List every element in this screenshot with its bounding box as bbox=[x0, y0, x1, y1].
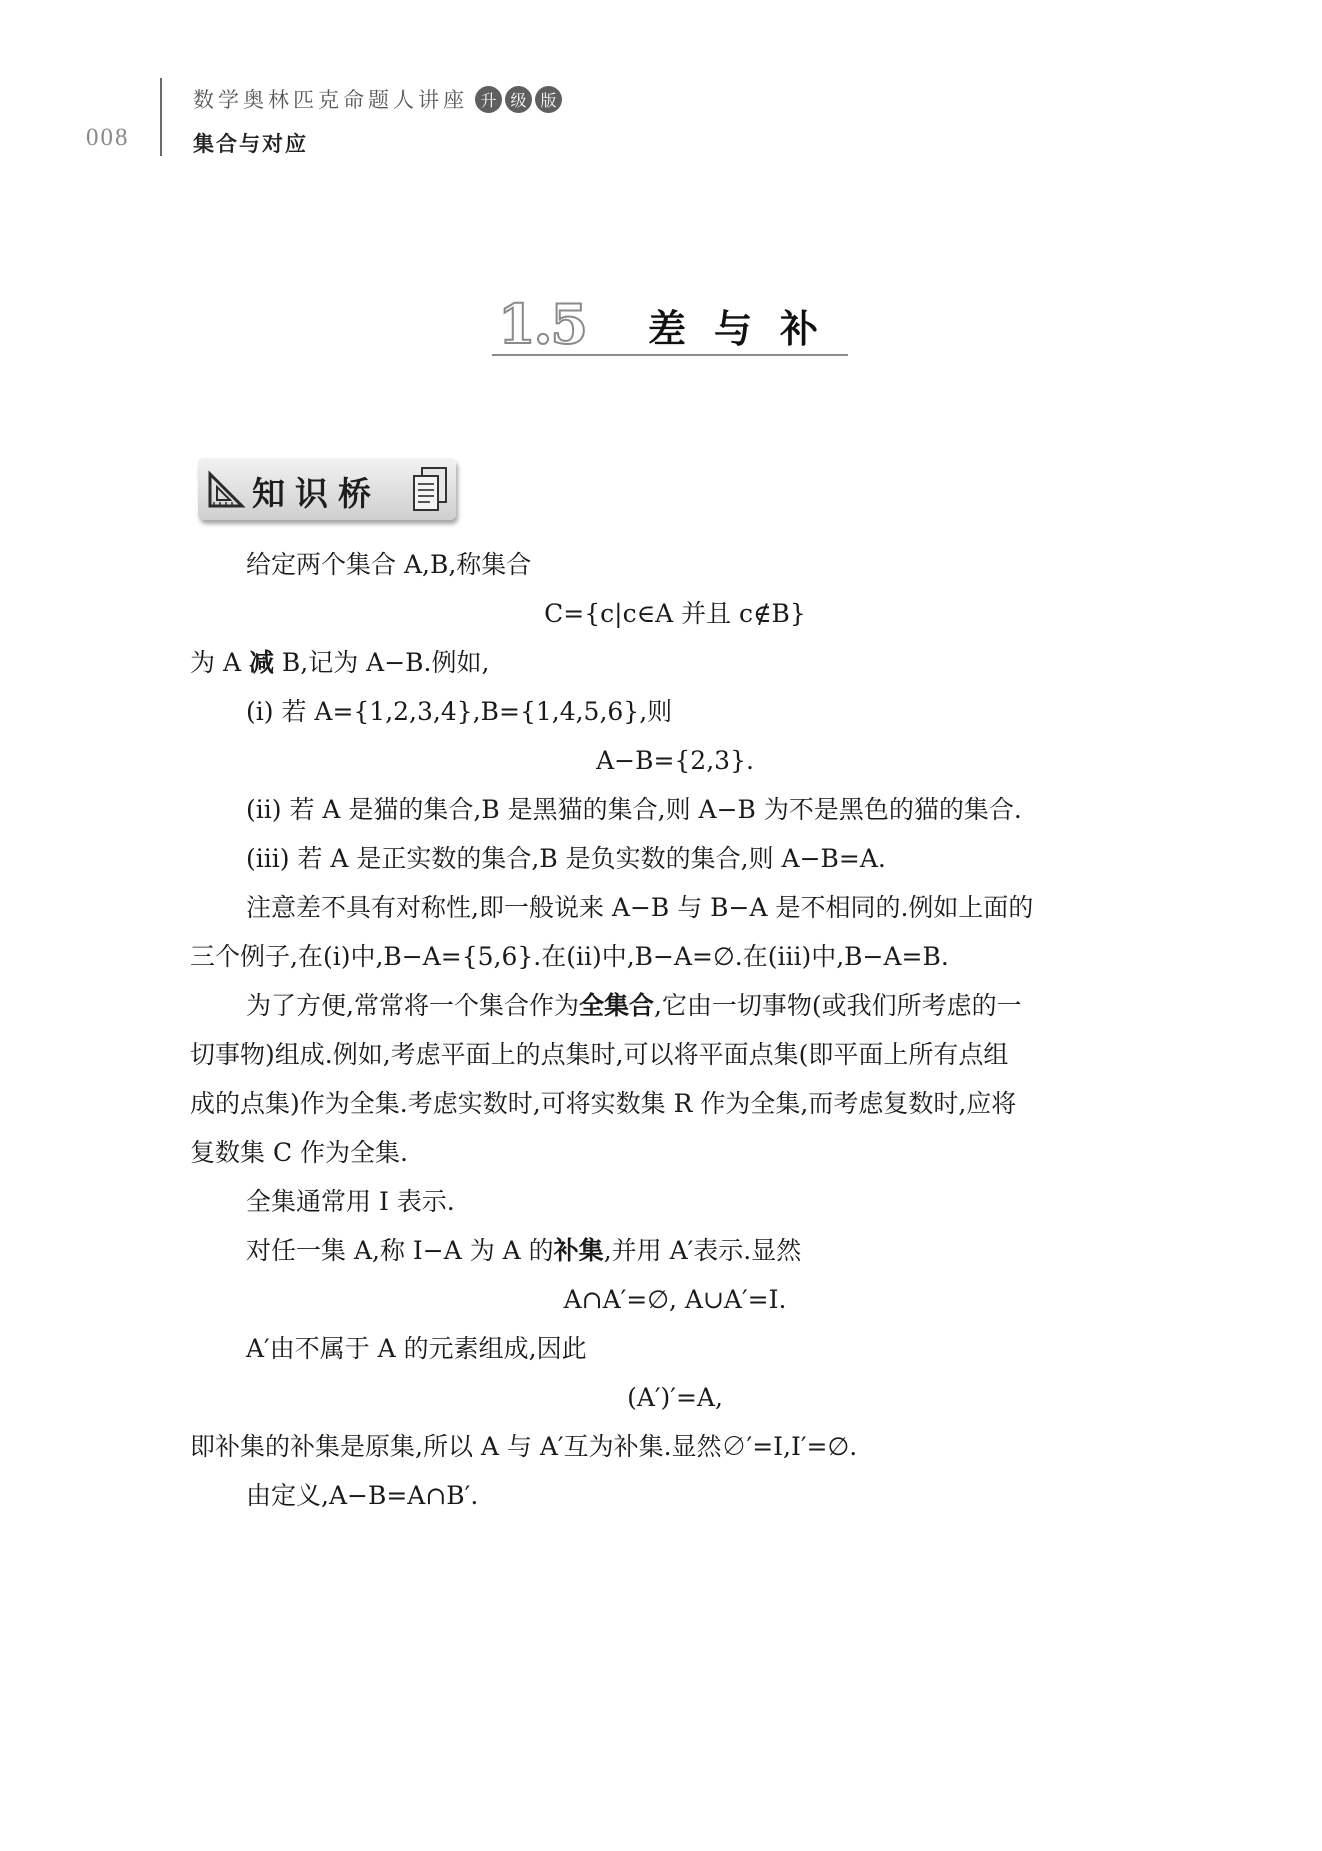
paragraph: 由定义,A−B=A∩B′. bbox=[246, 1481, 479, 1510]
knowledge-bridge-banner bbox=[198, 458, 456, 520]
section-title: 差与补 bbox=[648, 307, 847, 351]
knowledge-bridge-label: 知识桥 bbox=[252, 474, 381, 513]
header-divider bbox=[160, 78, 162, 156]
page-header bbox=[0, 0, 1322, 170]
example-item: (ii) 若 A 是猫的集合,B 是黑猫的集合,则 A−B 为不是黑色的猫的集合. bbox=[246, 795, 1022, 824]
paragraph bbox=[190, 638, 1160, 687]
text-span: ,并用 A′表示.显然 bbox=[603, 1236, 802, 1265]
text-span: B,记为 A−B.例如, bbox=[273, 648, 490, 677]
paragraph: A′由不属于 A 的元素组成,因此 bbox=[246, 1334, 587, 1363]
section-heading bbox=[492, 292, 848, 356]
series-title-text: 数学奥林匹克命题人讲座 bbox=[193, 88, 468, 112]
ruler-triangle-icon bbox=[206, 470, 246, 514]
text-span: 为 A bbox=[190, 648, 249, 677]
text-span: 为了方便,常常将一个集合作为 bbox=[246, 991, 579, 1020]
series-title bbox=[193, 84, 562, 114]
bold-term: 补集 bbox=[553, 1236, 604, 1265]
documents-icon bbox=[410, 464, 450, 518]
text-span: ,它由一切事物(或我们所考虑的一 bbox=[653, 991, 1022, 1020]
paragraph-line: 切事物)组成.例如,考虑平面上的点集时,可以将平面点集(即平面上所有点组 bbox=[190, 1040, 1009, 1069]
paragraph-line: 复数集 C 作为全集. bbox=[190, 1138, 408, 1167]
paragraph: 给定两个集合 A,B,称集合 bbox=[246, 550, 532, 579]
edition-badges bbox=[472, 86, 562, 113]
paragraph-line bbox=[190, 981, 1160, 1030]
edition-badge: 升 bbox=[475, 86, 502, 113]
edition-badge: 版 bbox=[535, 86, 562, 113]
paragraph-line: 三个例子,在(i)中,B−A={5,6}.在(ii)中,B−A=∅.在(iii)中,B−A=B. bbox=[190, 942, 949, 971]
example-item: (iii) 若 A 是正实数的集合,B 是负实数的集合,则 A−B=A. bbox=[246, 844, 886, 873]
section-number: 1.5 bbox=[498, 292, 586, 356]
bold-term: 全集合 bbox=[578, 991, 654, 1020]
example-item: (i) 若 A={1,2,3,4},B={1,4,5,6},则 bbox=[246, 697, 673, 726]
bold-term: 减 bbox=[248, 648, 274, 677]
paragraph bbox=[190, 1226, 1160, 1275]
text-span: 对任一集 A,称 I−A 为 A 的 bbox=[246, 1236, 554, 1265]
chapter-title: 集合与对应 bbox=[193, 132, 308, 156]
edition-badge: 级 bbox=[505, 86, 532, 113]
paragraph: 全集通常用 I 表示. bbox=[246, 1187, 455, 1216]
formula: (A′)′=A, bbox=[627, 1383, 723, 1412]
formula: A−B={2,3}. bbox=[596, 746, 754, 775]
formula: A∩A′=∅, A∪A′=I. bbox=[563, 1285, 787, 1314]
paragraph-line: 成的点集)作为全集.考虑实数时,可将实数集 R 作为全集,而考虑复数时,应将 bbox=[190, 1089, 1017, 1118]
paragraph: 即补集的补集是原集,所以 A 与 A′互为补集.显然∅′=I,I′=∅. bbox=[190, 1432, 858, 1461]
formula: C={c|c∈A 并且 c∉B} bbox=[544, 599, 806, 628]
page-number: 008 bbox=[86, 124, 130, 151]
body-text bbox=[190, 540, 1160, 1520]
paragraph-line: 注意差不具有对称性,即一般说来 A−B 与 B−A 是不相同的.例如上面的 bbox=[246, 893, 1034, 922]
